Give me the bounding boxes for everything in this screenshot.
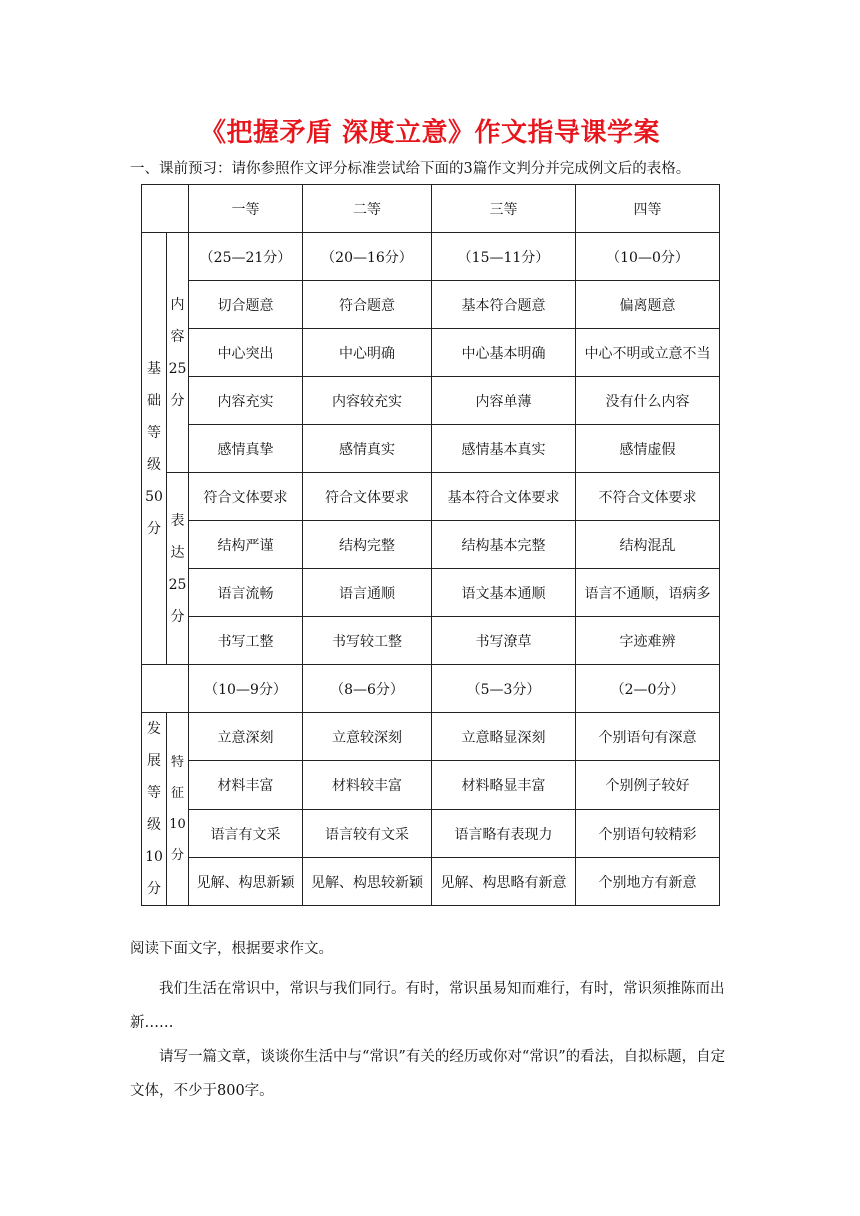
- score-range-cell: （15—11分）: [432, 233, 576, 281]
- table-row: [142, 809, 720, 857]
- development-level-label-text: 发 展 等 级 10 分: [145, 721, 163, 897]
- table-cell: 符合文体要求: [189, 473, 303, 521]
- table-cell: 基本符合文体要求: [432, 473, 576, 521]
- table-row: [142, 329, 720, 377]
- task-instruction: 阅读下面文字，根据要求作文。: [130, 941, 333, 957]
- score-range-cell: （2—0分）: [576, 665, 720, 713]
- blank-cell: [142, 665, 189, 713]
- table-row: [142, 857, 720, 905]
- table-cell: 结构基本完整: [432, 521, 576, 569]
- table-row: [142, 713, 720, 761]
- table-cell: 语言有文采: [189, 809, 303, 857]
- preview-instruction: 一、课前预习：请你参照作文评分标准尝试给下面的3篇作文判分并完成例文后的表格。: [130, 161, 691, 177]
- table-row: [142, 425, 720, 473]
- table-cell: 中心基本明确: [432, 329, 576, 377]
- table-cell: 结构完整: [303, 521, 432, 569]
- scoring-table: [141, 184, 720, 906]
- score-range-cell: （20—16分）: [303, 233, 432, 281]
- table-cell: 见解、构思新颖: [189, 857, 303, 905]
- table-cell: 中心突出: [189, 329, 303, 377]
- corner-cell: [142, 185, 189, 233]
- table-header-row: [142, 185, 720, 233]
- basic-level-label-text: 基 础 等 级 50 分: [145, 360, 163, 537]
- table-cell: 个别语句有深意: [576, 713, 720, 761]
- table-cell: 符合文体要求: [303, 473, 432, 521]
- task-material: 我们生活在常识中，常识与我们同行。有时，常识虽易知而难行，有时，常识须推陈而出新……: [130, 981, 725, 1031]
- table-cell: 语言略有表现力: [432, 809, 576, 857]
- table-cell: 见解、构思略有新意: [432, 857, 576, 905]
- table-row: [142, 473, 720, 521]
- table-row: [142, 233, 720, 281]
- table-cell: 偏离题意: [576, 281, 720, 329]
- table-row: [142, 521, 720, 569]
- expression-label-text: 表 达 25 分: [168, 512, 187, 625]
- header-cell: 二等: [303, 185, 432, 233]
- table-cell: 立意略显深刻: [432, 713, 576, 761]
- table-cell: 立意较深刻: [303, 713, 432, 761]
- score-range-cell: （10—9分）: [189, 665, 303, 713]
- table-cell: 个别例子较好: [576, 761, 720, 809]
- table-cell: 内容充实: [189, 377, 303, 425]
- table-cell: 不符合文体要求: [576, 473, 720, 521]
- score-range-cell: （10—0分）: [576, 233, 720, 281]
- table-cell: 材料丰富: [189, 761, 303, 809]
- table-cell: 个别语句较精彩: [576, 809, 720, 857]
- table-row: [142, 281, 720, 329]
- header-cell: 四等: [576, 185, 720, 233]
- table-cell: 语言通顺: [303, 569, 432, 617]
- table-cell: 材料较丰富: [303, 761, 432, 809]
- score-range-cell: （25—21分）: [189, 233, 303, 281]
- task-requirement: 请写一篇文章，谈谈你生活中与“常识”有关的经历或你对“常识”的看法，自拟标题，自定文体，不少于800字。: [130, 1049, 726, 1099]
- feature-label: [167, 713, 189, 906]
- table-cell: 书写工整: [189, 617, 303, 665]
- table-row: [142, 617, 720, 665]
- table-cell: 基本符合题意: [432, 281, 576, 329]
- table-cell: 没有什么内容: [576, 377, 720, 425]
- table-cell: 感情虚假: [576, 425, 720, 473]
- table-row: [142, 377, 720, 425]
- table-cell: 书写潦草: [432, 617, 576, 665]
- header-cell: 三等: [432, 185, 576, 233]
- table-cell: 见解、构思较新颖: [303, 857, 432, 905]
- table-cell: 中心不明或立意不当: [576, 329, 720, 377]
- basic-level-label: [142, 233, 167, 665]
- table-cell: 字迹难辨: [576, 617, 720, 665]
- page-title: 《把握矛盾 深度立意》作文指导课学案: [199, 118, 661, 148]
- table-cell: 书写较工整: [303, 617, 432, 665]
- table-cell: 语文基本通顺: [432, 569, 576, 617]
- feature-label-text: 特 征 10 分: [169, 755, 186, 863]
- table-cell: 语言较有文采: [303, 809, 432, 857]
- table-cell: 立意深刻: [189, 713, 303, 761]
- table-cell: 内容较充实: [303, 377, 432, 425]
- content-label: [167, 233, 189, 473]
- table-row: [142, 665, 720, 713]
- score-range-cell: （5—3分）: [432, 665, 576, 713]
- table-cell: 语言流畅: [189, 569, 303, 617]
- table-cell: 个别地方有新意: [576, 857, 720, 905]
- score-range-cell: （8—6分）: [303, 665, 432, 713]
- table-cell: 符合题意: [303, 281, 432, 329]
- table-cell: 结构严谨: [189, 521, 303, 569]
- table-cell: 语言不通顺，语病多: [576, 569, 720, 617]
- table-cell: 感情真实: [303, 425, 432, 473]
- table-cell: 感情真挚: [189, 425, 303, 473]
- table-cell: 切合题意: [189, 281, 303, 329]
- expression-label: [167, 473, 189, 665]
- table-cell: 材料略显丰富: [432, 761, 576, 809]
- table-cell: 内容单薄: [432, 377, 576, 425]
- table-cell: 中心明确: [303, 329, 432, 377]
- development-level-label: [142, 713, 167, 906]
- header-cell: 一等: [189, 185, 303, 233]
- table-cell: 结构混乱: [576, 521, 720, 569]
- table-cell: 感情基本真实: [432, 425, 576, 473]
- content-label-text: 内 容 25 分: [168, 296, 187, 409]
- table-row: [142, 761, 720, 809]
- table-row: [142, 569, 720, 617]
